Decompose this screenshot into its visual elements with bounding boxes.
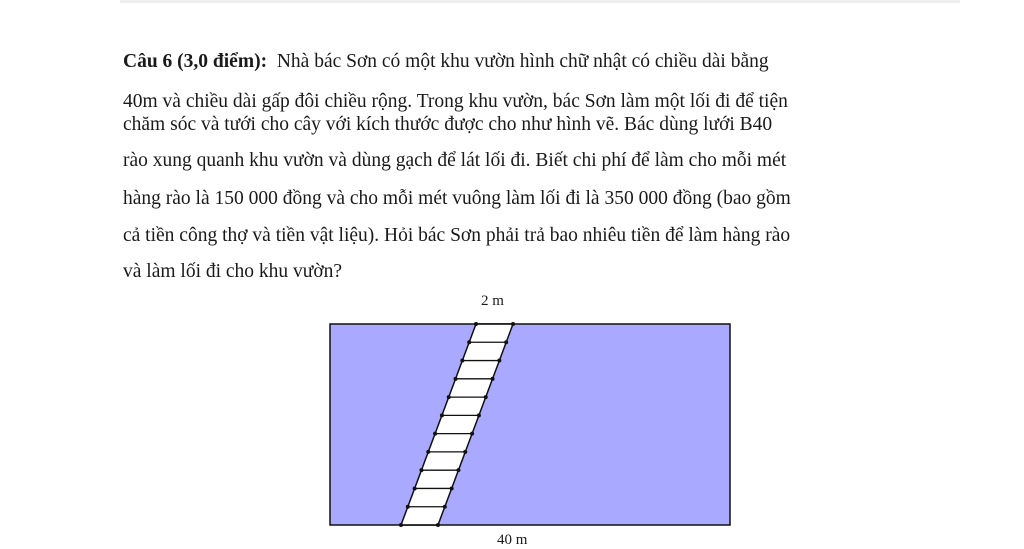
rung-dot <box>491 377 495 381</box>
problem-line-7: và làm lối đi cho khu vườn? <box>123 261 343 282</box>
problem-line-1-text: Nhà bác Sơn có một khu vườn hình chữ nhật có chiều dài bằng <box>276 51 769 72</box>
rung-dot <box>467 340 471 344</box>
rung-dot <box>463 450 467 454</box>
rung-dot <box>470 432 474 436</box>
problem-heading: Câu 6 (3,0 điểm): <box>123 51 268 72</box>
problem-line-5: hàng rào là 150 000 đồng và cho mỗi mét vuông làm lối đi là 350 000 đồng (bao gồm <box>123 188 791 209</box>
garden-rectangle <box>330 324 730 525</box>
rung-dot <box>511 322 515 326</box>
rung-dot <box>419 468 423 472</box>
rung-dot <box>484 395 488 399</box>
rung-dot <box>460 359 464 363</box>
garden-figure <box>320 288 740 547</box>
problem-line-1 <box>123 50 903 74</box>
rung-dot <box>399 523 403 527</box>
rung-dot <box>406 505 410 509</box>
garden-length-label: 40 m <box>497 532 528 548</box>
rung-dot <box>477 413 481 417</box>
problem-line-4: rào xung quanh khu vườn và dùng gạch để lát lối đi. Biết chi phí để làm cho mỗi mét <box>123 150 787 171</box>
rung-dot <box>456 468 460 472</box>
rung-dot <box>413 486 417 490</box>
problem-line-2: 40m và chiều dài gấp đôi chiều rộng. Trong khu vườn, bác Sơn làm một lối đi để tiện <box>123 91 788 112</box>
rung-dot <box>454 377 458 381</box>
rung-dot <box>450 486 454 490</box>
rung-dot <box>447 395 451 399</box>
path-width-label: 2 m <box>481 293 504 309</box>
rung-dot <box>433 432 437 436</box>
rung-dot <box>440 413 444 417</box>
problem-line-3: chăm sóc và tưới cho cây với kích thước được cho như hình vẽ. Bác dùng lưới B40 <box>123 114 773 135</box>
rung-dot <box>497 359 501 363</box>
garden-diagram <box>320 288 740 547</box>
rung-dot <box>443 505 447 509</box>
rung-dot <box>474 322 478 326</box>
top-divider <box>120 0 960 3</box>
rung-dot <box>426 450 430 454</box>
problem-line-6: cả tiền công thợ và tiền vật liệu). Hỏi bác Sơn phải trả bao nhiêu tiền để làm hàng rào <box>123 225 791 246</box>
rung-dot <box>504 340 508 344</box>
rung-dot <box>436 523 440 527</box>
